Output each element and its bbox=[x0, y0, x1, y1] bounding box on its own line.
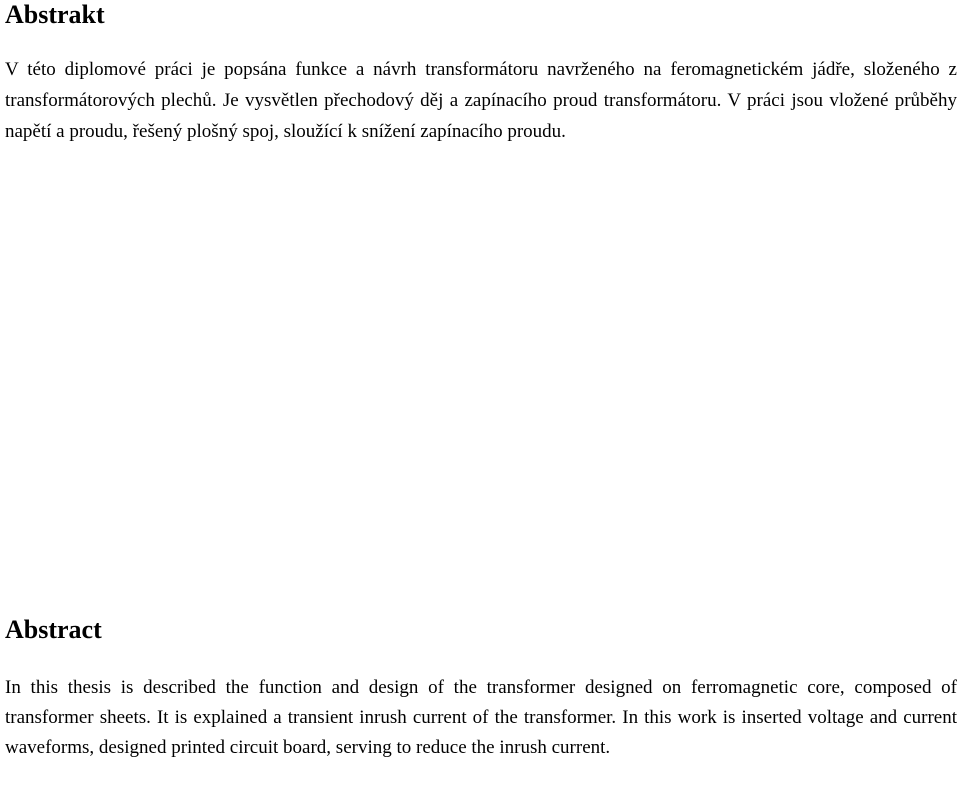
czech-abstract-section bbox=[5, 0, 957, 147]
czech-abstract-heading: Abstrakt bbox=[5, 0, 105, 29]
english-abstract-heading: Abstract bbox=[5, 615, 102, 644]
english-abstract-body: In this thesis is described the function and design of the transformer designed on ferromagnetic core, composed of transformer sheets. It is explained a transient inrush current of the transformer. In this work is inserted voltage and current waveforms, designed printed circuit board, serving to reduce the inrush current. bbox=[5, 677, 957, 758]
czech-abstract-body: V této diplomové práci je popsána funkce a návrh transformátoru navrženého na feromagnetickém jádře, složeného z transformátorových plechů. Je vysvětlen přechodový děj a zapínacího proud transformátoru. V práci jsou vložené průběhy napětí a proudu, řešený plošný spoj, sloužící k snížení zapínacího proudu. bbox=[5, 59, 957, 142]
english-abstract-section bbox=[5, 615, 957, 763]
